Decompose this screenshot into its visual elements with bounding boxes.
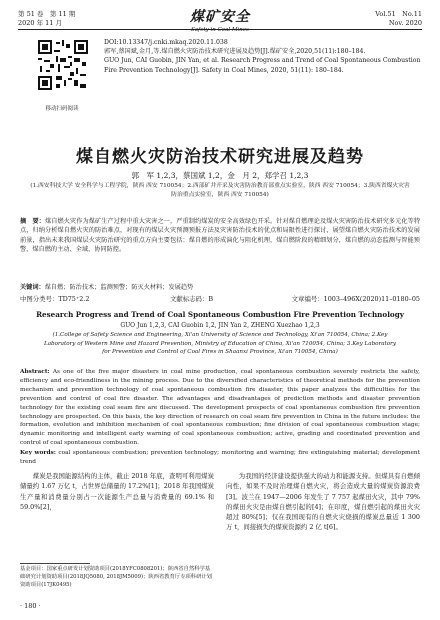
article-title-zh: 煤自燃火灾防治技术研究进展及趋势 [76,147,364,167]
citation-zh: 郭军,蔡国斌,金月,等.煤自燃火灾防治技术研究进展及趋势[J].煤矿安全,2020,51(11):180–184. [104,48,366,56]
keywords-en-label: Key words: [20,450,56,456]
header-rule [18,29,422,30]
keywords-zh [20,282,420,291]
volume-issue-zh: 第 51 卷 第 11 期 [18,10,76,18]
qr-caption: 移动扫码阅读 [45,106,79,112]
abstract-en [20,368,420,448]
journal-title-en: Safety in Coal Mines [191,27,249,33]
date-zh: 2020 年 11 月 [18,19,63,27]
abstract-zh [20,217,420,255]
affiliations-en: (1.College of Safety Science and Engineering, Xi'an University of Science and Technology, Xi'an 710054, China; 2.Key Laboratory of Western Mine and Hazard Prevention, Ministry of Education of China, Xi'an 710054, China; 3.Key Laboratory for Prevention and Control of Coal Fires in Shaanxi Province, Xi'an 710054, China) [44,332,396,356]
footnote-rule [20,563,90,564]
journal-title-zh: 煤矿安全 [190,9,250,25]
clc-number: 中图分类号：TD75⁺2.2 [20,295,90,303]
keywords-en-text: coal spontaneous combustion; prevention technology; monitoring and warning; fire extinguishing material; development trend [20,450,420,465]
citation-en: GUO Jun, CAI Guobin, JIN Yan, et al. Research Progress and Trend of Coal Spontaneous Combustion Fire Prevention Technology[J]. Safety in Coal Mines, 2020, 51(11): 180–184. [104,57,421,74]
abstract-zh-label: 摘 要： [20,218,46,225]
volume-issue-en: Vol.51 No.11 [375,10,422,18]
keywords-en [20,449,420,467]
body-column-left: 煤炭是我国能源结构的主体，截止 2018 年底，查明可利用煤炭储量约 1.67 万亿 t，占世界总储量的 17.2%[1]；2018 年我国煤炭生产量和消费量分别占一次能源生产总量与消费量的 69.1% 和 59.0%[2]， [20,472,214,511]
document-code: 文献标志码：B [170,295,214,303]
authors-zh: 郭 军 1,2,3，蔡国斌 1,2，金 月 2，郑学召 1,2,3 [131,171,309,180]
authors-en: GUO Jun 1,2,3, CAI Guobin 1,2, JIN Yan 2, ZHENG Xuezhao 1,2,3 [120,322,320,329]
date-en: Nov. 2020 [388,19,422,27]
keywords-zh-label: 关键词： [20,284,45,291]
citation-block [104,38,422,75]
abstract-en-text: As one of the five major disasters in coal mine production, coal spontaneous combustion severely restricts the safety, efficiency and eco-friendliness in the mining process. Due to the diversified characteristics of theoretical methods for the prevention mechanism and prevention technology of coal spontaneous combustion fire disaster, this paper analyzes the difficulties for the prevention and control of coal fire disaster. The advantages and disadvantages of prediction methods and disaster prevention technology for the existing coal seam fire are discussed. The development prospects of coal spontaneous combustion fire prevention technology are prospected. On this basis, the key direction of research on coal seam fire prevention in China in the future includes: the formation, evolution and inhibition mechanism of coal spontaneous combustion; fine division of coal spontaneous combustion stage; dynamic monitoring and intelligent early warning of coal spontaneous combustion; active, grading and coordinated prevention and control of coal spontaneous combustion. [20,369,420,447]
body-column-right: 为我国的经济建设提供强大的动力和能源支持。但煤具有自燃倾向性，如果不及时治理煤自燃火灾，将会造成大量的煤炭资源浪费[3]。波兰在 1947—2006 年发生了 7 757 起煤田火灾，其中 79% 的煤田火灾是由煤自燃引起的[4]；在印度，煤自燃引起的煤田火灾超过 80%[5]；仅在我国现有的自燃火灾烧损的煤炭总量近 1 300 万 t，间接损失的煤炭资源约 2 亿 t[6]。 [226,472,420,532]
page-number: · 180 · [20,602,41,610]
affiliations-zh: (1.西安科技大学 安全科学与工程学院，陕西 西安 710054；2.西部矿井开采及灾害防治教育部重点实验室，陕西 西安 710054；3.陕西省煤火灾害防治重点实验室，陕西 西安 710054) [30,183,410,198]
header-volume-en [375,10,422,28]
abstract-zh-text: 煤自燃火灾作为煤矿生产过程中重大灾害之一，严重制约煤炭的安全高效绿色开采。针对煤自燃理论及煤火灾害防治技术研究多元化等特点，归纳分析煤自燃火灾的防治难点，对现有的煤层火灾预测预报方法及灾害防治技术的优点和局限性进行探讨，展望煤自燃火灾防治技术的发展前景，指出未来我国煤层火灾防治研究的重点方向主要包括：煤自燃的形成演化与阻化机理，煤自燃阶段的精细划分，煤自燃的动态监测与智能预警，煤自燃的主动、全域、协同防控。 [20,218,421,254]
abstract-en-label: Abstract: [20,369,50,375]
funding-footnote: 基金项目：国家重点研发计划资助项目(2018YFC0808201)；陕西省自然科学基础研究计划资助项目(2018JQ5080, 2018JM5009)；陕西省教育厅专项科研计划资助项目(17JK0495) [20,566,212,588]
qr-code-icon[interactable] [38,40,88,90]
doi-text[interactable]: DOI:10.13347/j.cnki.mkaq.2020.11.038 [104,39,228,46]
article-number: 文章编号：1003–496X(2020)11–0180–05 [291,295,420,303]
article-title-en: Research Progress and Trend of Coal Spontaneous Combustion Fire Prevention Technology [36,310,404,319]
keywords-zh-text: 煤自燃；防治技术；监测预警；防灭火材料；发展趋势 [44,284,194,291]
